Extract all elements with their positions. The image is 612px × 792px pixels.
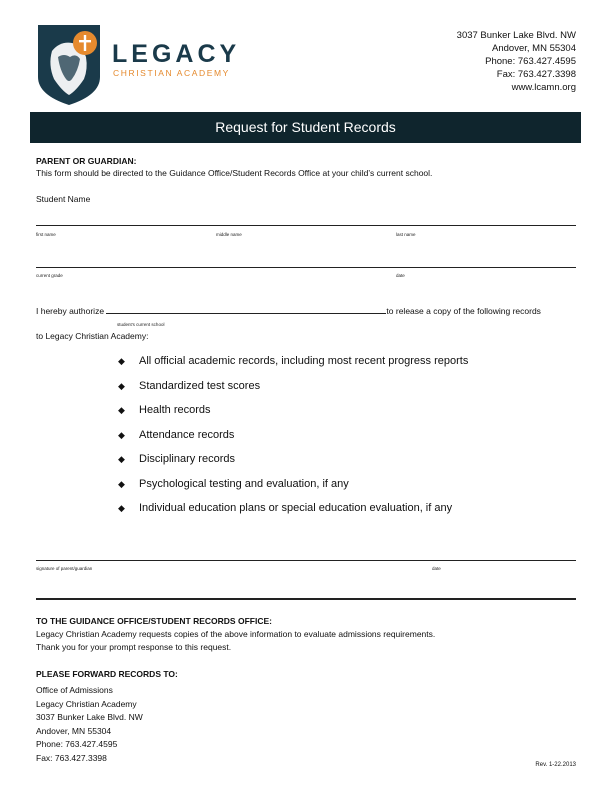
forward-line: Fax: 763.427.3398 [36, 752, 107, 763]
address-block [457, 29, 576, 94]
forward-address [36, 684, 143, 765]
list-item [118, 400, 468, 425]
diamond-bullet-icon: ◆ [118, 356, 125, 366]
forward-heading: PLEASE FORWARD RECORDS TO: [36, 669, 178, 679]
forward-line: 3037 Bunker Lake Blvd. NW [36, 712, 143, 722]
office-line-2: Thank you for your prompt response to this request. [36, 642, 232, 652]
list-item [118, 474, 468, 499]
address-street: 3037 Bunker Lake Blvd. NW [456, 30, 576, 41]
diamond-bullet-icon: ◆ [118, 429, 125, 440]
date-caption: date [396, 273, 405, 278]
revision-note: Rev. 1-22.2013 [535, 762, 576, 768]
address-fax: Fax: 763.427.3398 [496, 69, 576, 80]
records-list [118, 351, 468, 523]
student-name-label: Student Name [36, 194, 91, 204]
list-item [118, 449, 468, 474]
last-name-caption: last name [396, 232, 416, 237]
intro-text: This form should be directed to the Guidance Office/Student Records Office at your child’s current school. [36, 168, 433, 178]
brand-subtitle: CHRISTIAN ACADEMY [113, 68, 230, 78]
office-line-1: Legacy Christian Academy requests copies of the above information to evaluate admissions requirements. [36, 629, 436, 639]
address-web[interactable]: www.lcamn.org [511, 82, 576, 93]
grade-caption: current grade [36, 273, 63, 278]
forward-line: Office of Admissions [36, 685, 113, 695]
record-label: Standardized test scores [139, 379, 261, 392]
page-title: Request for Student Records [30, 112, 581, 143]
authorize-suffix: to release a copy of the following records [386, 306, 541, 316]
signature-date-caption: date [432, 566, 441, 571]
address-phone: Phone: 763.427.4595 [485, 56, 576, 67]
list-item [118, 376, 468, 401]
record-label: Individual education plans or special education evaluation, if any [139, 502, 453, 514]
authorize-line [36, 306, 541, 316]
record-label: All official academic records, including most recent progress reports [139, 355, 469, 367]
record-label: Attendance records [139, 428, 235, 441]
office-heading: TO THE GUIDANCE OFFICE/STUDENT RECORDS OFFICE: [36, 616, 272, 626]
lion-cross-shield-icon [38, 25, 100, 105]
forward-line: Phone: 763.427.4595 [36, 739, 118, 749]
address-city: Andover, MN 55304 [492, 43, 576, 54]
authorize-prefix: I hereby authorize [36, 306, 105, 316]
diamond-bullet-icon: ◆ [118, 454, 125, 464]
school-name-field[interactable] [106, 307, 386, 314]
list-item [118, 425, 468, 450]
first-name-caption: first name [36, 232, 56, 237]
signature-line[interactable] [36, 560, 576, 561]
authorize-to-line: to Legacy Christian Academy: [36, 331, 149, 341]
diamond-bullet-icon: ◆ [118, 503, 125, 513]
student-name-line[interactable] [36, 225, 576, 226]
list-item [118, 498, 468, 523]
diamond-bullet-icon: ◆ [118, 478, 125, 489]
grade-date-line[interactable] [36, 267, 576, 268]
brand-name: LEGACY [112, 40, 241, 68]
intro-heading: PARENT OR GUARDIAN: [36, 156, 137, 166]
signature-caption: signature of parent/guardian [36, 566, 93, 571]
school-caption: student’s current school [117, 322, 165, 327]
forward-line: Legacy Christian Academy [36, 698, 137, 709]
record-label: Health records [139, 404, 211, 416]
record-label: Psychological testing and evaluation, if any [139, 477, 349, 490]
diamond-bullet-icon: ◆ [118, 405, 125, 415]
forward-line: Andover, MN 55304 [36, 725, 112, 736]
diamond-bullet-icon: ◆ [118, 380, 125, 391]
record-label: Disciplinary records [139, 453, 235, 465]
section-divider [36, 598, 576, 600]
middle-name-caption: middle name [216, 232, 242, 237]
list-item [118, 351, 468, 376]
